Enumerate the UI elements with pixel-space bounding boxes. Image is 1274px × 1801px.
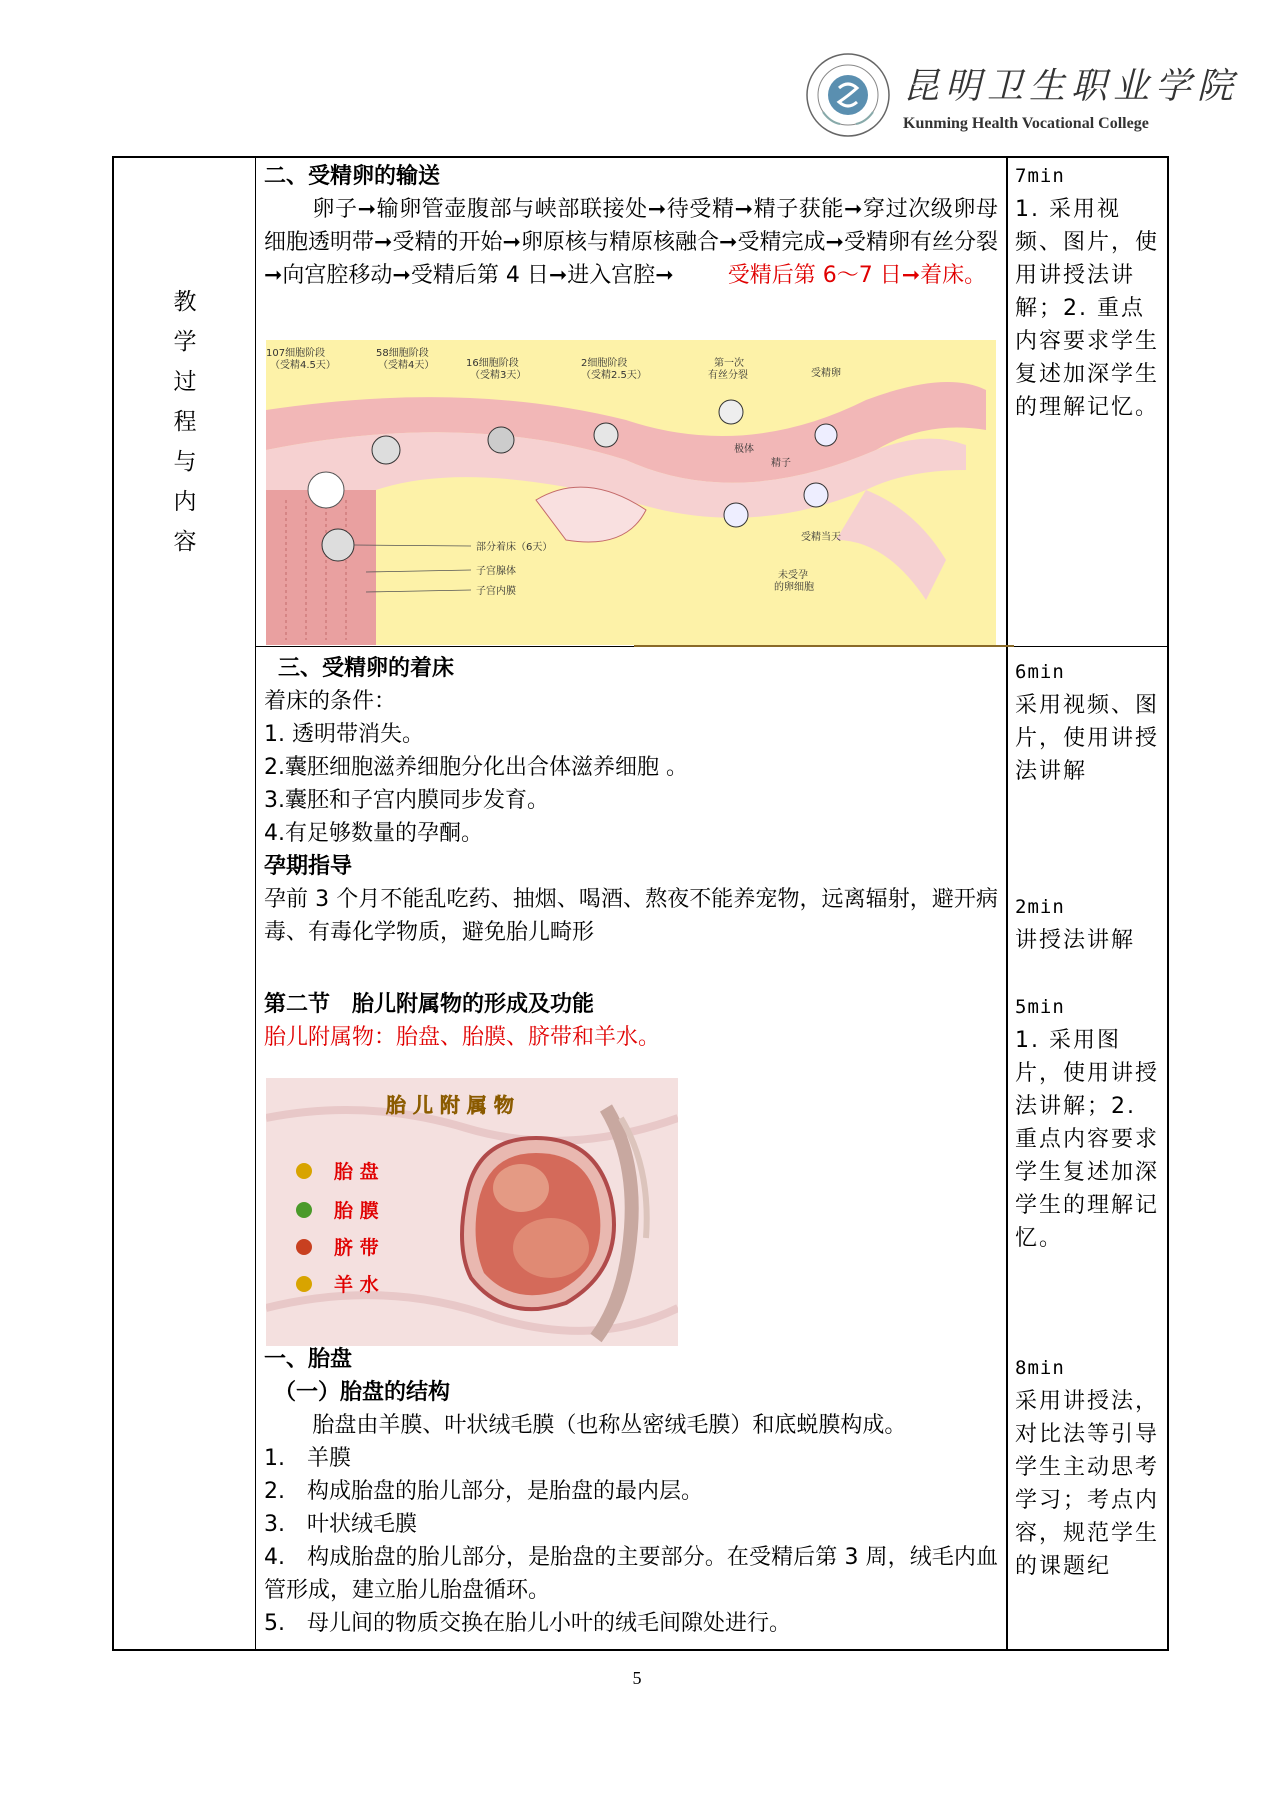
side-label (172, 282, 198, 562)
college-name-en: Kunming Health Vocational College (903, 115, 1149, 132)
list-item: 2. 构成胎盘的胎儿部分，是胎盘的最内层。 (264, 1479, 703, 1504)
teaching-note (1015, 656, 1161, 788)
side-label-char: 内 (173, 489, 197, 515)
page-number: 5 (632, 1668, 642, 1688)
stage-label: （受精3天） (470, 370, 527, 381)
section-title: 三、受精卵的着床 (278, 656, 455, 681)
section-body (264, 193, 998, 292)
side-label-char: 学 (173, 329, 197, 355)
section-pregnancy-guidance (264, 850, 998, 949)
side-label-char: 与 (173, 449, 197, 475)
teaching-note (1015, 1352, 1161, 1583)
note-text: 1. 采用视频、图片，使用讲授法讲解；2. 重点内容要求学生复述加深学生的理解记忆。 (1015, 197, 1160, 420)
fertilization-diagram (266, 340, 996, 645)
column-divider (255, 158, 256, 1649)
teaching-note (1015, 160, 1161, 424)
note-text: 采用视频、图片，使用讲授法讲解 (1015, 693, 1160, 784)
college-seal-logo (805, 52, 891, 138)
list-item: 1. 透明带消失。 (264, 722, 424, 747)
time-allocation: 5min (1015, 996, 1065, 1018)
section-placenta (264, 1343, 998, 1640)
appendage-label: 脐 带 (334, 1237, 379, 1259)
transport-sequence: 卵子➞输卵管壶腹部与峡部联接处➞待受精➞精子获能➞穿过次级卵母细胞透明带➞受精的开始➞卵原核与精原核融合➞受精完成➞受精卵有丝分裂➞向宫腔移动➞受精后第 4 日➞进入宫腔➞ (264, 197, 998, 288)
side-label-char: 过 (173, 369, 197, 395)
list-item: 4.有足够数量的孕酮。 (264, 821, 483, 846)
section-title: 一、胎盘 (264, 1347, 353, 1372)
figure-underline (634, 645, 1014, 647)
stage-label: 107细胞阶段 (266, 348, 326, 359)
section-title: 二、受精卵的输送 (264, 164, 441, 189)
section-body: 孕前 3 个月不能乱吃药、抽烟、喝酒、熬夜不能养宠物，远离辐射，避开病毒、有毒化学物质，避免胎儿畸形 (264, 887, 998, 945)
appendage-label: 胎 膜 (334, 1200, 379, 1222)
note-text: 讲授法讲解 (1015, 928, 1136, 953)
section-subtitle: （一）胎盘的结构 (274, 1380, 451, 1405)
list-item: 1. 羊膜 (264, 1446, 351, 1471)
note-text: 1. 采用图片，使用讲授法讲解；2. 重点内容要求学生复述加深学生的理解记忆。 (1015, 1028, 1160, 1251)
section-fertilized-egg-transport (264, 160, 998, 292)
stage-label: 受精卵 (811, 368, 841, 379)
implantation-note: 受精后第 6～7 日➞着床。 (727, 263, 987, 288)
section-subtitle: 着床的条件： (264, 689, 397, 714)
section-implantation (264, 652, 998, 850)
list-item: 3.囊胚和子宫内膜同步发育。 (264, 788, 549, 813)
figure-title: 胎 儿 附 属 物 (386, 1093, 514, 1117)
list-item: 2.囊胚细胞滋养细胞分化出合体滋养细胞 。 (264, 755, 688, 780)
figure-label: 子宫内膜 (476, 586, 516, 597)
figure-label: 的卵细胞 (774, 582, 814, 593)
page-header (805, 52, 1240, 142)
figure-label: 极体 (734, 444, 754, 455)
side-label-char: 程 (173, 409, 197, 435)
list-item: 3. 叶状绒毛膜 (264, 1512, 417, 1537)
figure-label: 受精当天 (801, 532, 841, 543)
stage-label: 2细胞阶段 (581, 358, 628, 369)
side-label-char: 教 (173, 289, 197, 315)
section-intro: 胎盘由羊膜、叶状绒毛膜（也称丛密绒毛膜）和底蜕膜构成。 (312, 1413, 907, 1438)
side-label-char: 容 (173, 529, 197, 555)
teaching-note (1015, 991, 1161, 1255)
fetal-appendages-figure (266, 1078, 678, 1346)
time-allocation: 8min (1015, 1357, 1065, 1379)
appendage-label: 胎 盘 (334, 1161, 379, 1183)
section-title: 孕期指导 (264, 854, 353, 879)
section-title: 第二节 胎儿附属物的形成及功能 (264, 992, 595, 1017)
list-item: 4. 构成胎盘的胎儿部分，是胎盘的主要部分。在受精后第 3 周，绒毛内血管形成，建立胎儿胎盘循环。 (264, 1545, 998, 1603)
list-item: 5. 母儿间的物质交换在胎儿小叶的绒毛间隙处进行。 (264, 1611, 791, 1636)
figure-label: 未受孕 (778, 570, 808, 581)
note-text: 采用讲授法，对比法等引导学生主动思考学习；考点内容，规范学生的课题纪 (1015, 1389, 1160, 1579)
stage-label: 16细胞阶段 (466, 358, 519, 369)
stage-label: （受精4.5天） (270, 360, 336, 371)
time-allocation: 6min (1015, 661, 1065, 683)
stage-label: 第一次 (714, 358, 744, 369)
stage-label: 有丝分裂 (708, 370, 748, 381)
figure-label: 精子 (771, 458, 791, 469)
teaching-note (1015, 891, 1161, 957)
stage-label: （受精2.5天） (581, 370, 647, 381)
lesson-table (112, 156, 1169, 1651)
college-name-cn: 昆明卫生职业学院 (903, 66, 1240, 107)
appendages-list: 胎儿附属物：胎盘、胎膜、脐带和羊水。 (264, 1025, 661, 1050)
appendage-label: 羊 水 (334, 1274, 379, 1296)
time-allocation: 7min (1015, 165, 1065, 187)
time-allocation: 2min (1015, 896, 1065, 918)
column-divider (1007, 158, 1008, 1649)
section-fetal-appendages (264, 988, 998, 1054)
figure-label: 部分着床（6天） (476, 542, 553, 553)
stage-label: （受精4天） (378, 360, 435, 371)
figure-label: 子宫腺体 (476, 566, 516, 577)
stage-label: 58细胞阶段 (376, 348, 429, 359)
